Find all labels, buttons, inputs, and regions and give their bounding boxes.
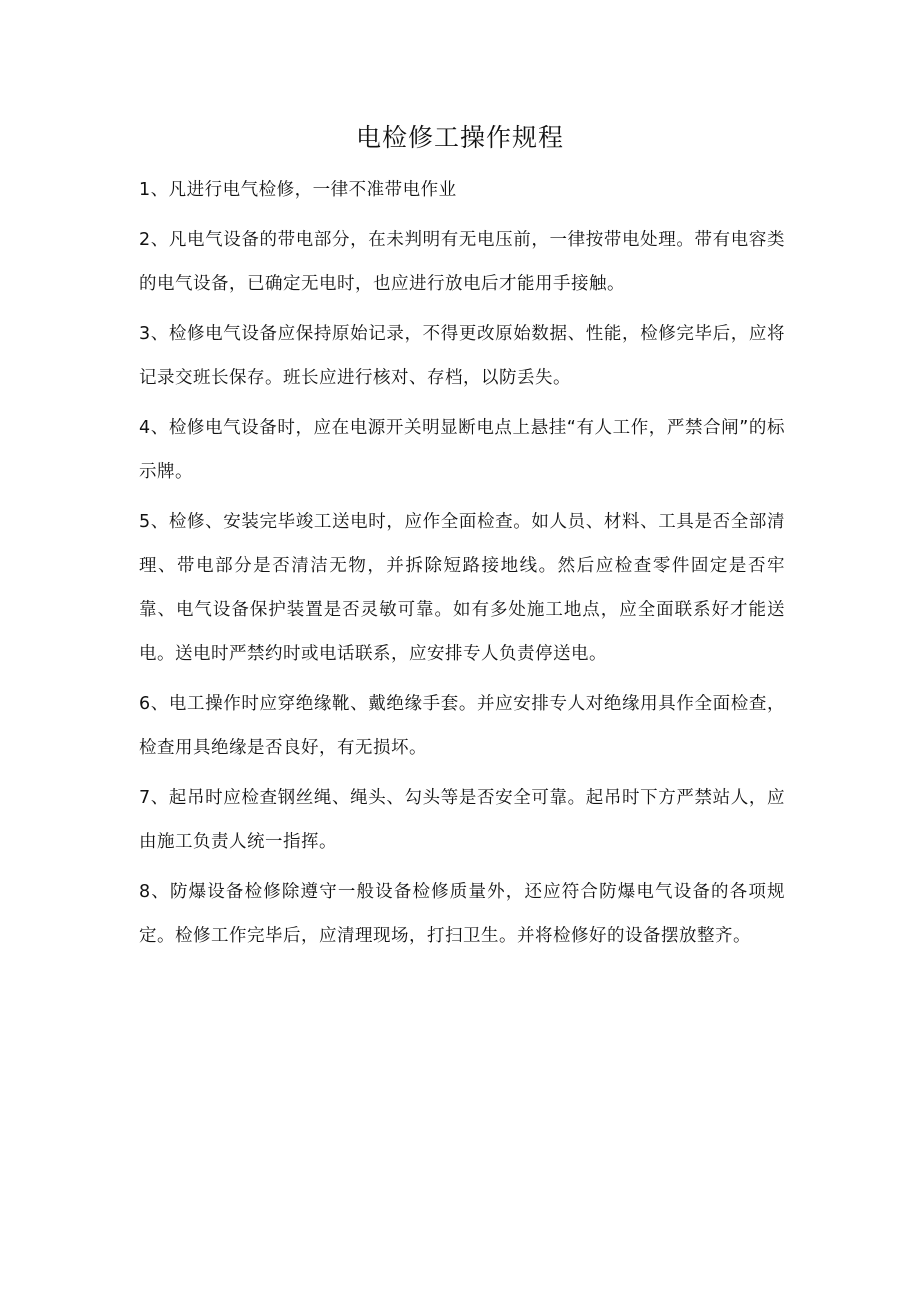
rule-paragraph-3: 3、检修电气设备应保持原始记录，不得更改原始数据、性能，检修完毕后，应将记录交班长保存。班长应进行核对、存档，以防丢失。 bbox=[139, 324, 785, 388]
rule-paragraph-1: 1、凡进行电气检修，一律不准带电作业 bbox=[139, 180, 457, 200]
document-title: 电检修工操作规程 bbox=[355, 123, 564, 152]
rule-paragraph-8: 8、防爆设备检修除遵守一般设备检修质量外，还应符合防爆电气设备的各项规定。检修工作完毕后，应清理现场，打扫卫生。并将检修好的设备摆放整齐。 bbox=[139, 882, 785, 946]
document-body bbox=[139, 168, 785, 964]
rule-paragraph-2: 2、凡电气设备的带电部分，在未判明有无电压前，一律按带电处理。带有电容类的电气设备，已确定无电时，也应进行放电后才能用手接触。 bbox=[139, 230, 785, 294]
rule-paragraph-4: 4、检修电气设备时，应在电源开关明显断电点上悬挂“有人工作，严禁合闸”的标示牌。 bbox=[139, 418, 785, 482]
rule-paragraph-5: 5、检修、安装完毕竣工送电时，应作全面检查。如人员、材料、工具是否全部清理、带电部分是否清洁无物，并拆除短路接地线。然后应检查零件固定是否牢靠、电气设备保护装置是否灵敏可靠。如有多处施工地点，应全面联系好才能送电。送电时严禁约时或电话联系，应安排专人负责停送电。 bbox=[139, 512, 785, 664]
rule-paragraph-7: 7、起吊时应检查钢丝绳、绳头、勾头等是否安全可靠。起吊时下方严禁站人，应由施工负责人统一指挥。 bbox=[139, 788, 785, 852]
rule-paragraph-6: 6、电工操作时应穿绝缘靴、戴绝缘手套。并应安排专人对绝缘用具作全面检查，检查用具绝缘是否良好，有无损坏。 bbox=[139, 694, 785, 758]
